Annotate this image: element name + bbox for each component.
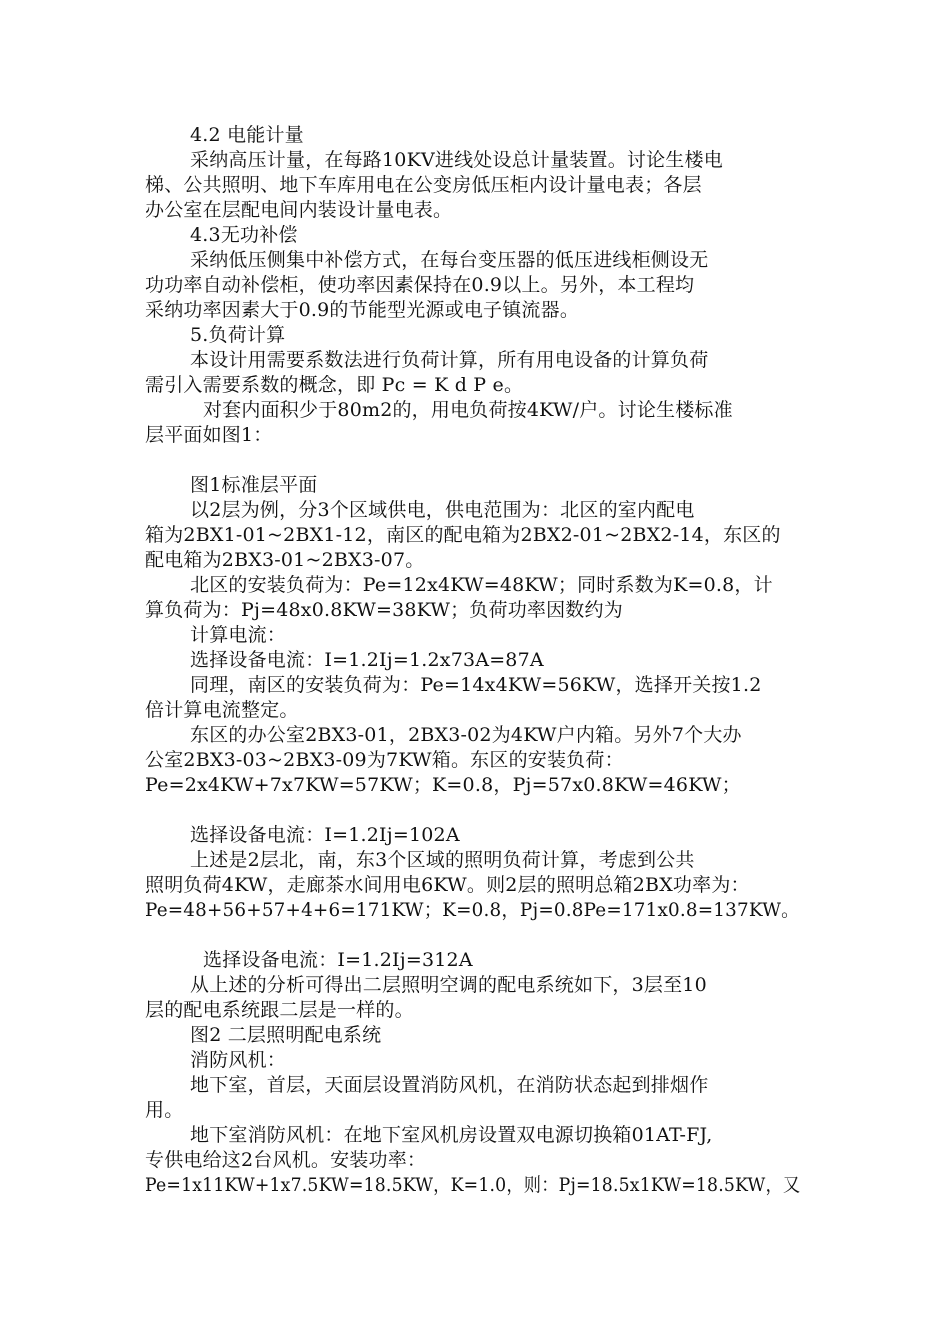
text-line: 地下室，首层，天面层设置消防风机，在消防状态起到排烟作 bbox=[190, 1074, 709, 1096]
text-line: Pe=48+56+57+4+6=171KW；K=0.8，Pj=0.8Pe=171x0.8=137KW。 bbox=[145, 899, 800, 921]
text-line: 公室2BX3-03~2BX3-09为7KW箱。东区的安装负荷： bbox=[145, 749, 624, 771]
heading-fire-fan: 消防风机： bbox=[190, 1049, 287, 1071]
text-line: 办公室在层配电间内装设计量电表。 bbox=[145, 199, 453, 221]
text-line: 用。 bbox=[145, 1099, 184, 1121]
text-line: 上述是2层北，南，东3个区域的照明负荷计算，考虑到公共 bbox=[190, 849, 695, 871]
text-line: 需引入需要系数的概念，即 Pc = K d P e。 bbox=[145, 374, 524, 396]
text-line: 专供电给这2台风机。安装功率： bbox=[145, 1149, 427, 1171]
text-line: 北区的安装负荷为：Pe=12x4KW=48KW；同时系数为K=0.8，计 bbox=[190, 574, 773, 596]
text-line: 配电箱为2BX3-01~2BX3-07。 bbox=[145, 549, 425, 571]
text-line: 本设计用需要系数法进行负荷计算，所有用电设备的计算负荷 bbox=[190, 349, 709, 371]
text-line: Pe=1x11KW+1x7.5KW=18.5KW，K=1.0，则：Pj=18.5x1KW=18.5KW，又 bbox=[145, 1174, 801, 1196]
text-line: 选择设备电流：I=1.2Ij=102A bbox=[190, 824, 460, 846]
text-line: 层的配电系统跟二层是一样的。 bbox=[145, 999, 414, 1021]
text-line: 采纳低压侧集中补偿方式，在每台变压器的低压进线柜侧设无 bbox=[190, 249, 709, 271]
text-line: 同理，南区的安装负荷为：Pe=14x4KW=56KW，选择开关按1.2 bbox=[190, 674, 762, 696]
heading-load-calculation: 5.负荷计算 bbox=[190, 324, 286, 346]
text-line: 地下室消防风机：在地下室风机房设置双电源切换箱01AT-FJ, bbox=[190, 1124, 713, 1146]
text-line: 倍计算电流整定。 bbox=[145, 699, 299, 721]
figure-caption-1: 图1标准层平面 bbox=[190, 474, 318, 496]
text-line: 选择设备电流：I=1.2Ij=312A bbox=[203, 949, 473, 971]
text-line: 从上述的分析可得出二层照明空调的配电系统如下，3层至10 bbox=[190, 974, 707, 996]
text-line: 层平面如图1： bbox=[145, 424, 273, 446]
text-line: 梯、公共照明、地下车库用电在公变房低压柜内设计量电表；各层 bbox=[145, 174, 702, 196]
heading-energy-metering: 4.2 电能计量 bbox=[190, 124, 304, 146]
text-line: 选择设备电流：I=1.2Ij=1.2x73A=87A bbox=[190, 649, 544, 671]
text-line: 箱为2BX1-01~2BX1-12，南区的配电箱为2BX2-01~2BX2-14，东区的 bbox=[145, 524, 781, 546]
text-line: 功功率自动补偿柜，使功率因素保持在0.9以上。另外，本工程均 bbox=[145, 274, 695, 296]
text-line: 计算电流： bbox=[190, 624, 287, 646]
text-line: 采纳高压计量，在每路10KV进线处设总计量装置。讨论生楼电 bbox=[190, 149, 723, 171]
text-line: 算负荷为：Pj=48x0.8KW=38KW；负荷功率因数约为 bbox=[145, 599, 623, 621]
figure-caption-2: 图2 二层照明配电系统 bbox=[190, 1024, 382, 1046]
heading-reactive-compensation: 4.3无功补偿 bbox=[190, 224, 298, 246]
text-line: 对套内面积少于80m2的，用电负荷按4KW/户。讨论生楼标准 bbox=[203, 399, 733, 421]
text-line: 采纳功率因素大于0.9的节能型光源或电子镇流器。 bbox=[145, 299, 580, 321]
text-line: 以2层为例，分3个区域供电，供电范围为：北区的室内配电 bbox=[190, 499, 695, 521]
text-line: 照明负荷4KW，走廊茶水间用电6KW。则2层的照明总箱2BX功率为： bbox=[145, 874, 750, 896]
text-line: 东区的办公室2BX3-01，2BX3-02为4KW户内箱。另外7个大办 bbox=[190, 724, 742, 746]
text-line: Pe=2x4KW+7x7KW=57KW；K=0.8，Pj=57x0.8KW=46KW； bbox=[145, 774, 741, 796]
